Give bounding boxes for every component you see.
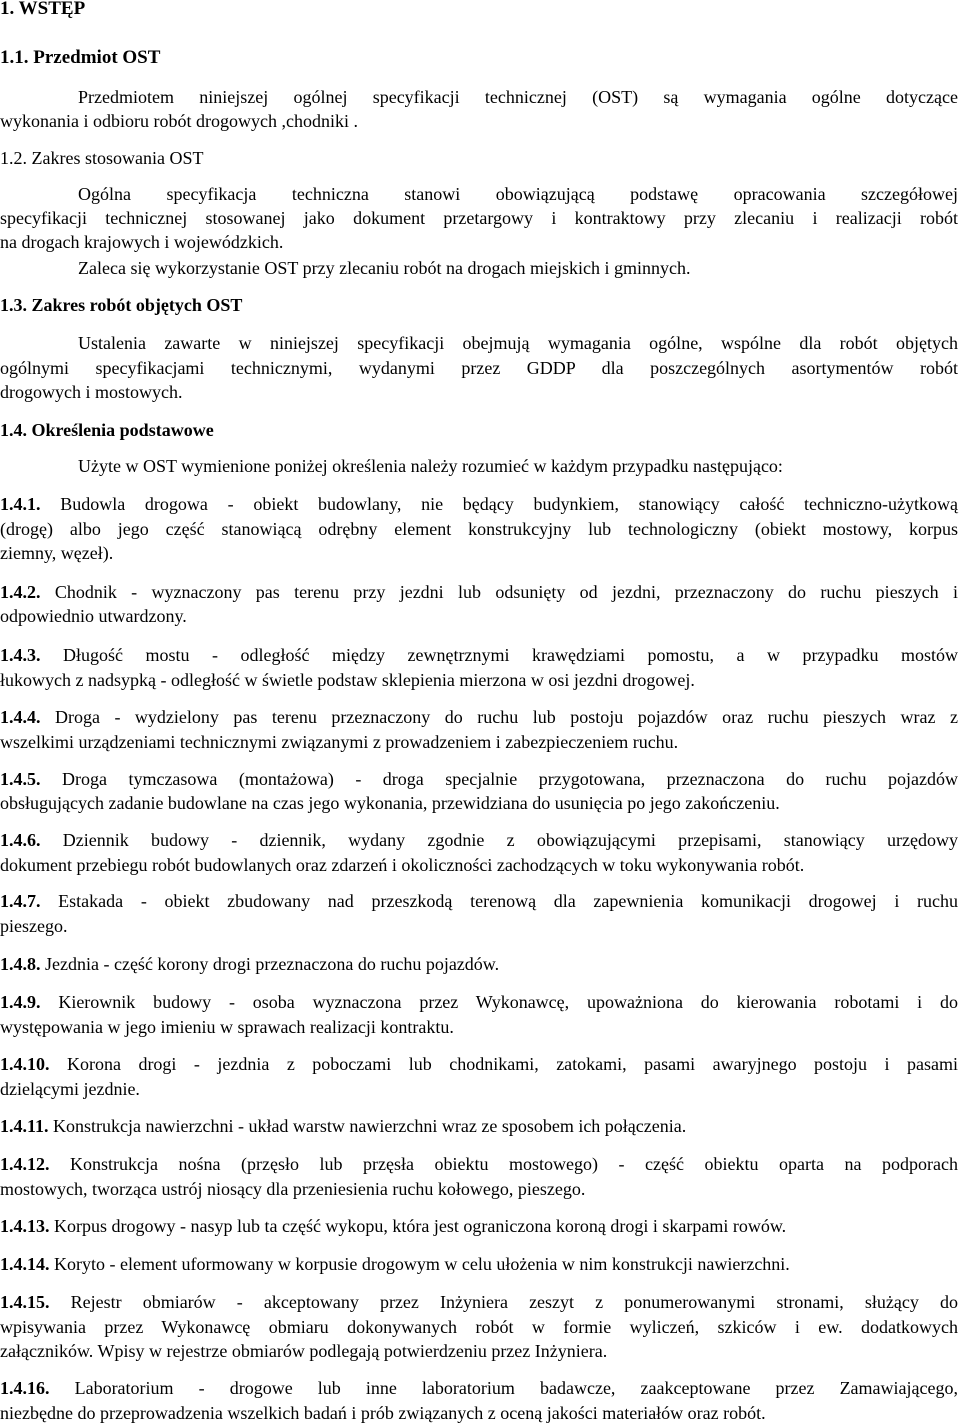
paragraph-line: drogowych i mostowych.	[0, 382, 183, 402]
definition-number: 1.4.14.	[0, 1254, 50, 1274]
definition-line: łukowych z nadsypką - odległość w świetle podstaw sklepienia mierzona w osi jezdni drogowej.	[0, 670, 695, 690]
definition-number: 1.4.16.	[0, 1378, 50, 1398]
definition-text: Konstrukcja nośna (przęsło lub przęsła obiektu mostowego) - część obiektu oparta na podporach	[49, 1154, 958, 1174]
definition-text: Dziennik budowy - dziennik, wydany zgodnie z obowiązującymi przepisami, stanowiący urzędowy	[40, 830, 958, 850]
definition-text: Droga - wydzielony pas terenu przeznaczony do ruchu lub postoju pojazdów oraz ruchu pieszych wraz z	[40, 707, 958, 727]
definition-number: 1.4.8.	[0, 954, 41, 974]
paragraph-line: wykonania i odbioru robót drogowych ,chodniki .	[0, 111, 358, 131]
heading-1-3: 1.3. Zakres robót objętych OST	[0, 295, 243, 315]
heading-1-4: 1.4. Określenia podstawowe	[0, 420, 214, 440]
paragraph-line: Przedmiotem niniejszej ogólnej specyfikacji technicznej (OST) są wymagania ogólne dotyczące	[78, 87, 958, 107]
definition-number: 1.4.5.	[0, 769, 41, 789]
definition-text: Budowla drogowa - obiekt budowlany, nie będący budynkiem, stanowiący całość techniczno-użytkową	[40, 494, 958, 514]
definition-text: Chodnik - wyznaczony pas terenu przy jezdni lub odsunięty od jezdni, przeznaczony do ruchu pieszych i	[40, 582, 958, 602]
definition-item	[0, 581, 958, 603]
definition-item	[0, 768, 958, 790]
definition-item	[0, 1115, 686, 1137]
definition-item	[0, 953, 499, 975]
definition-number: 1.4.2.	[0, 582, 41, 602]
definition-text: Droga tymczasowa (montażowa) - droga specjalnie przygotowana, przeznaczona do ruchu pojazdów	[40, 769, 958, 789]
paragraph-line: specyfikacji technicznej stosowanej jako dokument przetargowy i kontraktowy przy zlecaniu i realizacji robót	[0, 208, 958, 228]
definition-item	[0, 829, 958, 851]
definition-item	[0, 1153, 958, 1175]
paragraph-line: Ogólna specyfikacja techniczna stanowi obowiązującą podstawę opracowania szczegółowej	[78, 184, 958, 204]
definition-line: niezbędne do przeprowadzenia wszelkich badań i prób związanych z oceną jakości materiałów oraz robót.	[0, 1403, 766, 1423]
definition-number: 1.4.6.	[0, 830, 41, 850]
definition-line: mostowych, tworząca ustrój niosący dla przeniesienia ruchu kołowego, pieszego.	[0, 1179, 586, 1199]
definition-text: Długość mostu - odległość między zewnętrznymi krawędziami pomostu, a w przypadku mostów	[40, 645, 958, 665]
definition-number: 1.4.4.	[0, 707, 41, 727]
definition-line: (drogę) albo jego część stanowiącą odrębny element konstrukcyjny lub technologiczny (obiekt mostowy, korpus	[0, 519, 958, 539]
definition-line: wszelkimi urządzeniami technicznymi związanymi z prowadzeniem i zabezpieczeniem ruchu.	[0, 732, 679, 752]
definition-number: 1.4.10.	[0, 1054, 50, 1074]
definition-number: 1.4.11.	[0, 1116, 49, 1136]
definition-text: Jezdnia - część korony drogi przeznaczona do ruchu pojazdów.	[40, 954, 500, 974]
definition-line: dzielącymi jezdnie.	[0, 1079, 140, 1099]
definition-item	[0, 1253, 790, 1275]
definition-text: Estakada - obiekt zbudowany nad przeszkodą terenową dla zapewnienia komunikacji drogowej i ruchu	[40, 891, 958, 911]
definition-item	[0, 706, 958, 728]
definition-item	[0, 1215, 786, 1237]
definition-item	[0, 1291, 958, 1313]
definition-line: obsługujących zadanie budowlane na czas jego wykonania, przewidziana do usunięcia po jego zakończeniu.	[0, 793, 780, 813]
definition-item	[0, 1377, 958, 1399]
paragraph-line: Zaleca się wykorzystanie OST przy zlecaniu robót na drogach miejskich i gminnych.	[78, 258, 691, 278]
definition-line: odpowiednio utwardzony.	[0, 606, 187, 626]
section-title: 1. WSTĘP	[0, 0, 86, 19]
paragraph-line: Ustalenia zawarte w niniejszej specyfikacji obejmują wymagania ogólne, wspólne dla robót objętych	[78, 333, 958, 353]
paragraph-line: ogólnymi specyfikacjami technicznymi, wydanymi przez GDDP dla poszczególnych asortymentów robót	[0, 358, 958, 378]
definition-number: 1.4.13.	[0, 1216, 50, 1236]
definition-number: 1.4.7.	[0, 891, 41, 911]
definition-line: występowania w jego imieniu w sprawach realizacji kontraktu.	[0, 1017, 454, 1037]
paragraph-line: Użyte w OST wymienione poniżej określenia należy rozumieć w każdym przypadku następująco:	[78, 456, 783, 476]
definition-text: Korpus drogowy - nasyp lub ta część wykopu, która jest ograniczona koroną drogi i skarpami rowów.	[49, 1216, 787, 1236]
definition-line: dokument przebiegu robót budowlanych oraz zdarzeń i okoliczności zachodzących w toku wykonywania robót.	[0, 855, 805, 875]
definition-item	[0, 890, 958, 912]
definition-line: pieszego.	[0, 916, 68, 936]
definition-item	[0, 991, 958, 1013]
definition-line: wpisywania przez Wykonawcę obmiaru dokonywanych robót w formie wyliczeń, szkiców i ew. dodatkowych	[0, 1317, 958, 1337]
definition-number: 1.4.1.	[0, 494, 41, 514]
definition-text: Koryto - element uformowany w korpusie drogowym w celu ułożenia w nim konstrukcji nawierzchni.	[49, 1254, 790, 1274]
definition-number: 1.4.15.	[0, 1292, 50, 1312]
definition-line: ziemny, węzeł).	[0, 543, 114, 563]
definition-item	[0, 644, 958, 666]
definition-text: Konstrukcja nawierzchni - układ warstw nawierzchni wraz ze sposobem ich połączenia.	[48, 1116, 687, 1136]
paragraph-line: na drogach krajowych i wojewódzkich.	[0, 232, 284, 252]
definition-item	[0, 1053, 958, 1075]
definition-text: Rejestr obmiarów - akceptowany przez Inżyniera zeszyt z ponumerowanymi stronami, służący do	[49, 1292, 958, 1312]
definition-number: 1.4.9.	[0, 992, 41, 1012]
definition-text: Korona drogi - jezdnia z poboczami lub chodnikami, zatokami, pasami awaryjnego postoju i pasami	[49, 1054, 958, 1074]
definition-line: załączników. Wpisy w rejestrze obmiarów podlegają potwierdzeniu przez Inżyniera.	[0, 1341, 608, 1361]
heading-1-2: 1.2. Zakres stosowania OST	[0, 148, 204, 168]
definition-number: 1.4.12.	[0, 1154, 50, 1174]
heading-1-1: 1.1. Przedmiot OST	[0, 47, 161, 68]
definition-item	[0, 493, 958, 515]
definition-text: Laboratorium - drogowe lub inne laboratorium badawcze, zaakceptowane przez Zamawiającego,	[49, 1378, 958, 1398]
definition-text: Kierownik budowy - osoba wyznaczona przez Wykonawcę, upoważniona do kierowania robotami i do	[40, 992, 958, 1012]
definition-number: 1.4.3.	[0, 645, 41, 665]
